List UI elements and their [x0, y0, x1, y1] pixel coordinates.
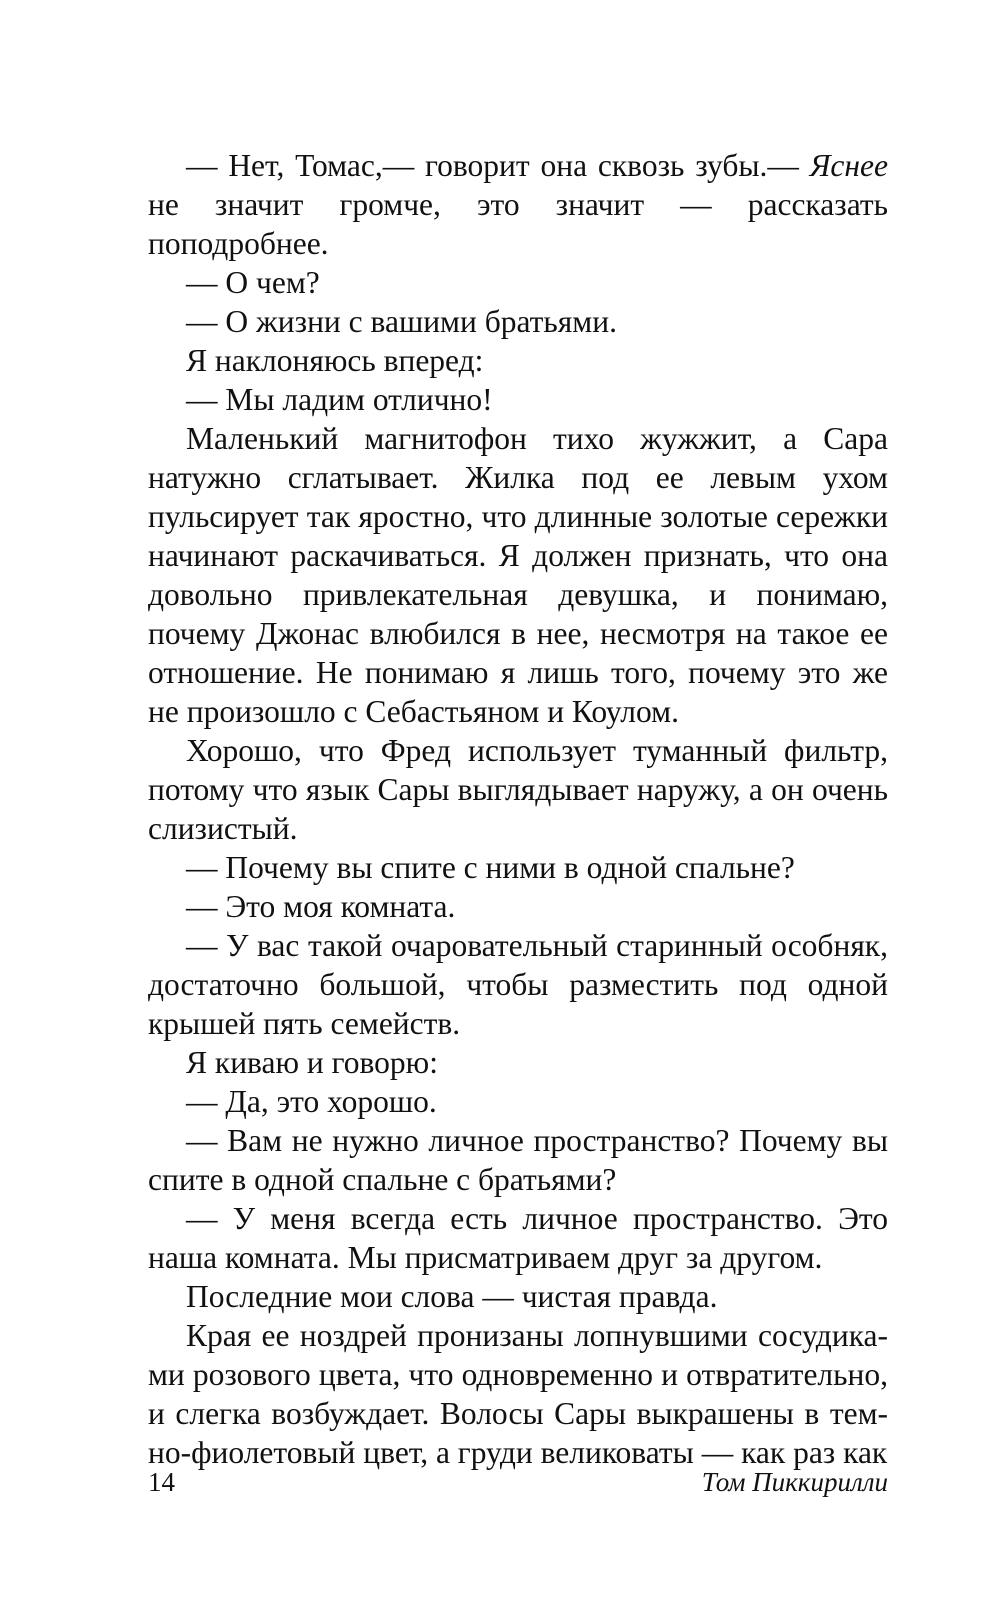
body-text [148, 146, 888, 1472]
running-footer-author: Том Пиккирилли [701, 1467, 888, 1497]
paragraph: — У меня всегда есть личное пространство. Это наша комната. Мы присматриваем друг за другом. [148, 1201, 888, 1275]
paragraph: Последние мои слова — чистая правда. [186, 1279, 718, 1314]
paragraph: — Нет, Томас,— говорит она сквозь зубы.— Яснее не значит громче, это значит — рассказать поподробнее. [148, 148, 888, 261]
paragraph: — У вас такой очаровательный старинный особняк, достаточно большой, чтобы разместить под одной крышей пять семейств. [148, 928, 888, 1041]
paragraph: — Это моя комната. [186, 889, 456, 924]
paragraph: Маленький магнитофон тихо жужжит, а Сара натужно сглатывает. Жилка под ее левым ухом пульсирует так яростно, что длинные золотые сережки начинают раскачиваться. Я должен признать, что она довольно привлекательная девушка, и понимаю, почему Джонас влюбился в нее, несмотря на такое ее отношение. Не понимаю я лишь того, почему это же не произошло с Себастьяном и Коулом. [148, 421, 888, 729]
paragraph: — О жизни с вашими братьями. [186, 304, 617, 339]
emphasis: Яснее [809, 148, 888, 183]
paragraph: — Да, это хорошо. [186, 1084, 437, 1119]
paragraph: Я киваю и говорю: [186, 1045, 438, 1080]
paragraph: — Почему вы спите с ними в одной спальне? [186, 850, 795, 885]
paragraph: — О чем? [186, 265, 320, 300]
paragraph: Края ее ноздрей пронизаны лопнувшими сосудиками розового цвета, что одновременно и отвратительно, и слегка возбуждает. Волосы Сары выкрашены в темно-фиолетовый цвет, а груди великоваты — как раз как [148, 1318, 888, 1470]
paragraph: — Вам не нужно личное пространство? Почему вы спите в одной спальне с братьями? [148, 1123, 888, 1197]
paragraph: Хорошо, что Фред использует туманный фильтр, потому что язык Сары выглядывает наружу, а он очень слизистый. [148, 733, 888, 846]
paragraph: — Мы ладим отлично! [186, 382, 493, 417]
paragraph: Я наклоняюсь вперед: [186, 343, 484, 378]
page-number: 14 [148, 1467, 175, 1497]
